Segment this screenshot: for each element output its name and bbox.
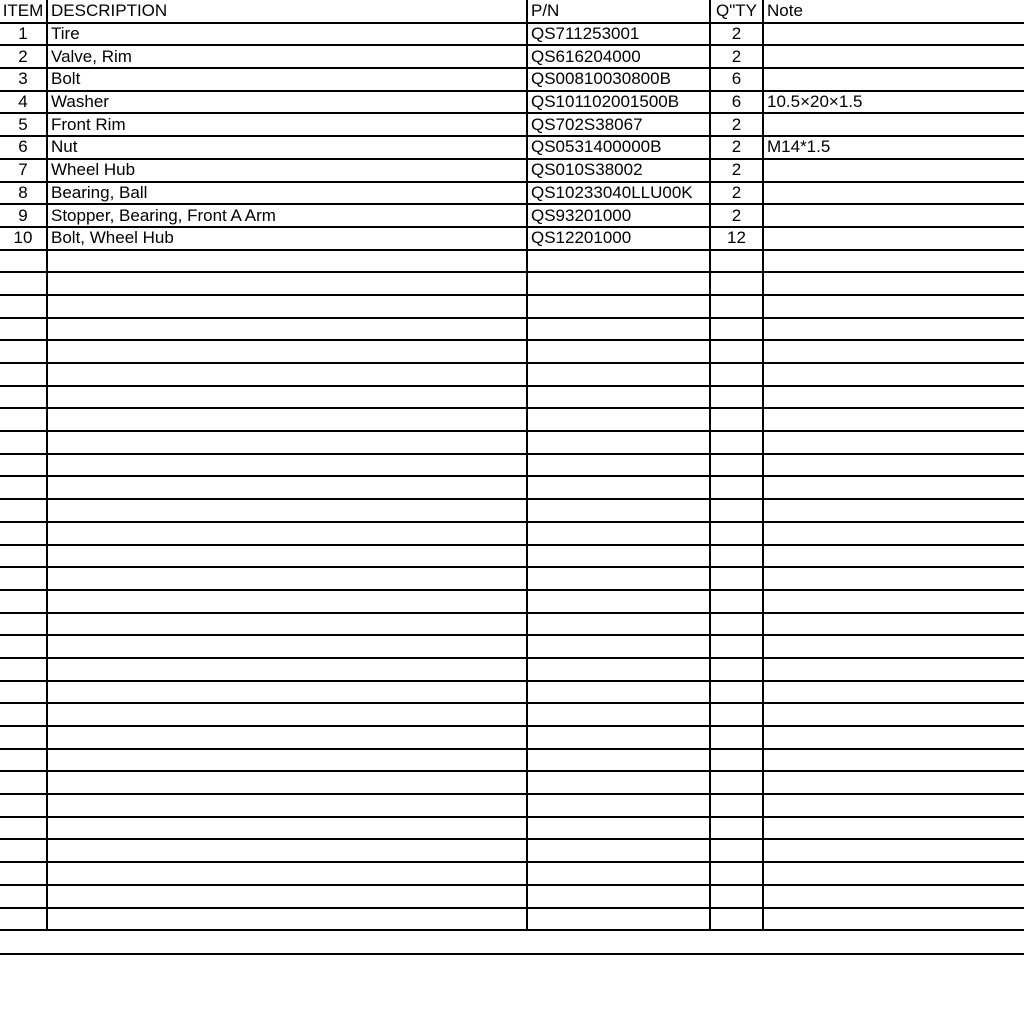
empty-cell [0,408,47,431]
empty-cell [47,386,527,409]
empty-cell [0,771,47,794]
empty-table-row [0,794,1024,817]
empty-cell [763,794,1024,817]
empty-cell [710,613,763,636]
empty-cell [763,771,1024,794]
empty-table-row [0,817,1024,840]
empty-cell [763,817,1024,840]
cell-quantity: 2 [710,136,763,159]
empty-cell [763,318,1024,341]
empty-cell [47,658,527,681]
empty-cell [763,839,1024,862]
empty-cell [47,340,527,363]
empty-cell [763,272,1024,295]
empty-cell [763,590,1024,613]
header-note: Note [763,0,1024,23]
empty-cell [0,250,47,273]
empty-cell [527,681,710,704]
empty-table-row [0,567,1024,590]
empty-table-row [0,681,1024,704]
cell-description: Tire [47,23,527,46]
header-row [0,0,1024,23]
cell-description: Bearing, Ball [47,182,527,205]
empty-cell [710,771,763,794]
empty-cell [710,499,763,522]
empty-table-row [0,749,1024,772]
empty-cell [527,908,710,931]
empty-cell [47,499,527,522]
empty-cell [763,567,1024,590]
empty-cell [0,454,47,477]
empty-cell [47,590,527,613]
empty-cell [763,363,1024,386]
cell-part-number: QS10233040LLU00K [527,182,710,205]
empty-cell [710,885,763,908]
empty-cell [47,839,527,862]
empty-cell [763,613,1024,636]
empty-cell [710,726,763,749]
empty-cell [527,250,710,273]
cell-description: Bolt [47,68,527,91]
cell-note [763,23,1024,46]
empty-table-row [0,839,1024,862]
empty-cell [527,613,710,636]
empty-cell [763,295,1024,318]
cell-item: 9 [0,204,47,227]
empty-cell [763,431,1024,454]
empty-cell [710,318,763,341]
empty-cell [527,363,710,386]
cell-item: 2 [0,45,47,68]
header-quantity: Q"TY [710,0,763,23]
empty-cell [0,476,47,499]
empty-table-row [0,862,1024,885]
empty-cell [763,386,1024,409]
empty-cell [47,272,527,295]
empty-cell [527,726,710,749]
cell-part-number: QS12201000 [527,227,710,250]
cell-part-number: QS616204000 [527,45,710,68]
empty-table-row [0,771,1024,794]
empty-cell [763,681,1024,704]
empty-cell [527,545,710,568]
header-description: DESCRIPTION [47,0,527,23]
empty-cell [710,839,763,862]
empty-cell [0,658,47,681]
cell-note [763,113,1024,136]
empty-cell [763,749,1024,772]
empty-cell [47,363,527,386]
empty-cell [0,522,47,545]
empty-cell [527,567,710,590]
empty-cell [47,318,527,341]
empty-table-row [0,408,1024,431]
empty-cell [0,908,47,931]
header-part-number: P/N [527,0,710,23]
empty-cell [710,794,763,817]
cell-part-number: QS00810030800B [527,68,710,91]
cell-note [763,182,1024,205]
empty-table-row [0,476,1024,499]
empty-cell [0,839,47,862]
empty-cell [47,794,527,817]
empty-cell [763,454,1024,477]
empty-table-row [0,295,1024,318]
empty-cell [47,726,527,749]
empty-cell [710,862,763,885]
empty-cell [710,454,763,477]
cell-note [763,68,1024,91]
empty-cell [527,408,710,431]
empty-cell [527,295,710,318]
empty-cell [527,590,710,613]
empty-cell [0,726,47,749]
empty-table-row [0,363,1024,386]
empty-cell [710,340,763,363]
empty-cell [710,476,763,499]
empty-cell [47,476,527,499]
empty-table-row [0,522,1024,545]
empty-cell [763,250,1024,273]
bottom-border-line [0,953,1024,955]
empty-cell [763,658,1024,681]
table-row [0,204,1024,227]
empty-cell [710,545,763,568]
cell-description: Front Rim [47,113,527,136]
empty-cell [527,817,710,840]
empty-cell [710,908,763,931]
empty-cell [0,862,47,885]
empty-cell [527,771,710,794]
empty-cell [710,817,763,840]
table-row [0,23,1024,46]
empty-cell [47,454,527,477]
cell-quantity: 2 [710,204,763,227]
empty-cell [47,862,527,885]
cell-quantity: 2 [710,113,763,136]
empty-cell [763,862,1024,885]
empty-table-row [0,885,1024,908]
empty-cell [527,318,710,341]
cell-description: Washer [47,91,527,114]
cell-note: M14*1.5 [763,136,1024,159]
cell-part-number: QS702S38067 [527,113,710,136]
empty-table-row [0,726,1024,749]
empty-cell [0,794,47,817]
cell-item: 1 [0,23,47,46]
empty-cell [0,590,47,613]
cell-quantity: 6 [710,68,763,91]
empty-table-row [0,613,1024,636]
empty-cell [527,454,710,477]
empty-cell [763,635,1024,658]
table-body [0,23,1024,931]
table-row [0,45,1024,68]
cell-item: 10 [0,227,47,250]
cell-quantity: 2 [710,23,763,46]
empty-table-row [0,590,1024,613]
empty-table-row [0,386,1024,409]
cell-note: 10.5×20×1.5 [763,91,1024,114]
cell-item: 7 [0,159,47,182]
empty-table-row [0,431,1024,454]
empty-cell [710,272,763,295]
empty-cell [710,703,763,726]
empty-cell [710,567,763,590]
empty-cell [47,703,527,726]
empty-cell [763,545,1024,568]
cell-description: Bolt, Wheel Hub [47,227,527,250]
empty-cell [0,635,47,658]
cell-item: 6 [0,136,47,159]
table-row [0,227,1024,250]
empty-cell [710,386,763,409]
cell-item: 5 [0,113,47,136]
empty-table-row [0,340,1024,363]
empty-cell [527,794,710,817]
empty-cell [47,749,527,772]
empty-table-row [0,250,1024,273]
empty-cell [0,613,47,636]
empty-cell [0,567,47,590]
cell-part-number: QS010S38002 [527,159,710,182]
cell-description: Valve, Rim [47,45,527,68]
empty-cell [710,522,763,545]
empty-cell [527,272,710,295]
cell-note [763,45,1024,68]
empty-cell [0,431,47,454]
empty-cell [527,476,710,499]
empty-cell [710,431,763,454]
empty-cell [47,771,527,794]
empty-cell [47,295,527,318]
empty-cell [527,862,710,885]
empty-cell [47,681,527,704]
empty-cell [0,318,47,341]
empty-cell [0,749,47,772]
empty-cell [527,749,710,772]
empty-cell [527,499,710,522]
empty-cell [47,885,527,908]
empty-cell [527,340,710,363]
cell-note [763,204,1024,227]
empty-cell [47,522,527,545]
empty-cell [763,522,1024,545]
table-row [0,68,1024,91]
table-row [0,182,1024,205]
empty-cell [47,567,527,590]
empty-cell [710,681,763,704]
empty-cell [763,476,1024,499]
cell-quantity: 2 [710,159,763,182]
empty-cell [710,363,763,386]
cell-item: 3 [0,68,47,91]
empty-cell [527,635,710,658]
table-row [0,91,1024,114]
empty-cell [0,295,47,318]
empty-cell [763,408,1024,431]
empty-cell [710,635,763,658]
empty-cell [763,908,1024,931]
empty-table-row [0,908,1024,931]
cell-note [763,159,1024,182]
cell-item: 4 [0,91,47,114]
cell-description: Stopper, Bearing, Front A Arm [47,204,527,227]
empty-cell [527,522,710,545]
cell-quantity: 2 [710,182,763,205]
empty-cell [763,885,1024,908]
empty-cell [0,681,47,704]
cell-quantity: 12 [710,227,763,250]
empty-cell [0,340,47,363]
table-row [0,113,1024,136]
empty-table-row [0,272,1024,295]
cell-note [763,227,1024,250]
empty-cell [710,408,763,431]
empty-cell [710,250,763,273]
empty-cell [710,658,763,681]
cell-part-number: QS0531400000B [527,136,710,159]
empty-cell [527,658,710,681]
empty-cell [763,703,1024,726]
empty-cell [0,703,47,726]
empty-cell [47,408,527,431]
cell-quantity: 2 [710,45,763,68]
empty-cell [763,499,1024,522]
empty-cell [0,499,47,522]
empty-cell [0,363,47,386]
empty-cell [0,885,47,908]
empty-table-row [0,318,1024,341]
empty-cell [527,431,710,454]
empty-cell [47,431,527,454]
empty-table-row [0,703,1024,726]
empty-cell [527,839,710,862]
cell-item: 8 [0,182,47,205]
empty-cell [710,590,763,613]
empty-cell [47,250,527,273]
header-item: ITEM [0,0,47,23]
empty-cell [763,726,1024,749]
empty-cell [0,386,47,409]
empty-cell [710,295,763,318]
cell-part-number: QS93201000 [527,204,710,227]
empty-cell [47,613,527,636]
empty-cell [710,749,763,772]
empty-table-row [0,658,1024,681]
empty-cell [527,885,710,908]
cell-part-number: QS101102001500B [527,91,710,114]
empty-cell [0,545,47,568]
cell-part-number: QS711253001 [527,23,710,46]
empty-table-row [0,635,1024,658]
empty-cell [47,908,527,931]
empty-cell [527,703,710,726]
empty-cell [47,817,527,840]
empty-cell [0,272,47,295]
cell-description: Wheel Hub [47,159,527,182]
table-row [0,136,1024,159]
empty-cell [763,340,1024,363]
empty-cell [47,635,527,658]
cell-description: Nut [47,136,527,159]
empty-cell [47,545,527,568]
empty-cell [527,386,710,409]
empty-cell [0,817,47,840]
empty-table-row [0,454,1024,477]
cell-quantity: 6 [710,91,763,114]
empty-table-row [0,499,1024,522]
table-row [0,159,1024,182]
empty-table-row [0,545,1024,568]
